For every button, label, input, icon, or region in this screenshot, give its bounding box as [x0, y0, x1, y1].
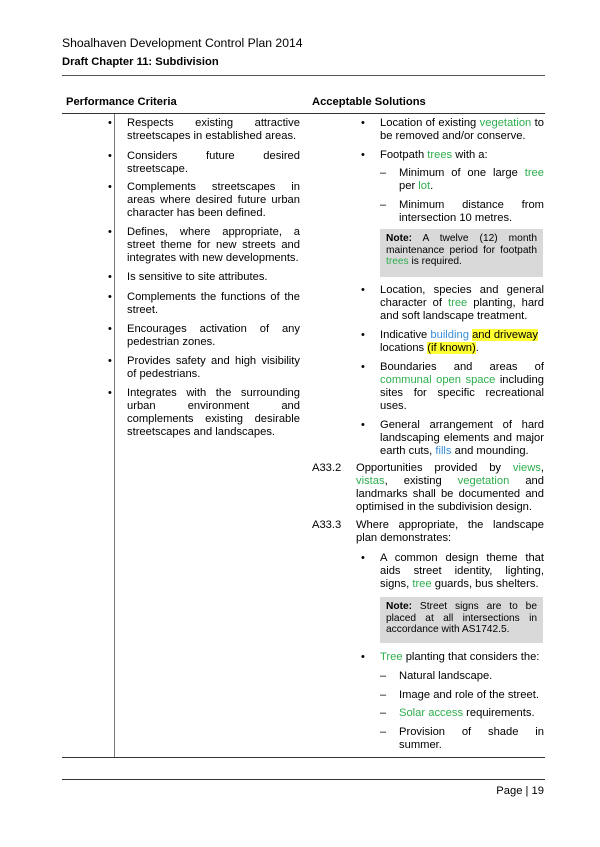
- bullet-icon: •: [108, 271, 112, 283]
- bullet-icon: •: [361, 552, 365, 564]
- solution-item: Tree planting that considers the:: [380, 651, 540, 663]
- note-box: Note: A twelve (12) month maintenance period for footpath trees is required.: [380, 229, 543, 277]
- bullet-icon: •: [361, 419, 365, 431]
- criteria-item: Respects existing attractive streetscapes in established areas.: [127, 117, 300, 142]
- bullet-icon: •: [108, 150, 112, 162]
- bullet-icon: •: [108, 117, 112, 129]
- solution-item: Boundaries and areas of communal open space including sites for specific recreational uses.: [380, 361, 544, 412]
- dash-icon: –: [380, 199, 387, 211]
- bullet-icon: •: [361, 149, 365, 161]
- solution-subitem: Minimum distance from intersection 10 metres.: [399, 199, 544, 224]
- solution-item: General arrangement of hard landscaping elements and major earth cuts, fills and mounding.: [380, 419, 544, 457]
- solution-item: Footpath trees with a:: [380, 149, 488, 161]
- column-header-performance: Performance Criteria: [66, 96, 177, 108]
- solution-subitem: Minimum of one large tree per lot.: [399, 167, 544, 192]
- table-bottom-rule: [62, 757, 545, 758]
- criteria-item: Complements streetscapes in areas where desired future urban character has been defined.: [127, 181, 300, 219]
- bullet-icon: •: [108, 291, 112, 303]
- footer-rule: [62, 779, 545, 780]
- solution-subitem: Solar access requirements.: [399, 707, 535, 719]
- chapter-title: Draft Chapter 11: Subdivision: [62, 56, 219, 68]
- criteria-item: Is sensitive to site attributes.: [127, 271, 268, 283]
- solution-item: Location, species and general character of tree planting, hard and soft landscape treatment.: [380, 284, 544, 322]
- bullet-icon: •: [361, 117, 365, 129]
- dash-icon: –: [380, 726, 387, 738]
- dash-icon: –: [380, 167, 387, 179]
- dash-icon: –: [380, 670, 387, 682]
- bullet-icon: •: [108, 323, 112, 335]
- bullet-icon: •: [108, 226, 112, 238]
- criteria-item: Encourages activation of any pedestrian zones.: [127, 323, 300, 348]
- page-number: Page | 19: [496, 785, 544, 797]
- solution-subitem: Image and role of the street.: [399, 689, 539, 701]
- criteria-item: Integrates with the surrounding urban environment and complements existing desirable streetscapes and landscapes.: [127, 387, 300, 438]
- criteria-item: Complements the functions of the street.: [127, 291, 300, 316]
- clause-number: A33.3: [312, 519, 342, 531]
- bullet-icon: •: [361, 329, 365, 341]
- criteria-item: Defines, where appropriate, a street theme for new streets and integrates with new developments.: [127, 226, 300, 264]
- bullet-icon: •: [361, 361, 365, 373]
- criteria-item: Provides safety and high visibility of pedestrians.: [127, 355, 300, 380]
- bullet-icon: •: [361, 651, 365, 663]
- bullet-icon: •: [108, 387, 112, 399]
- dash-icon: –: [380, 689, 387, 701]
- column-header-solutions: Acceptable Solutions: [312, 96, 426, 108]
- bullet-icon: •: [108, 355, 112, 367]
- column-divider: [114, 114, 115, 758]
- table-header-rule: [62, 113, 545, 114]
- solution-item: Location of existing vegetation to be removed and/or conserve.: [380, 117, 544, 142]
- document-title: Shoalhaven Development Control Plan 2014: [62, 36, 303, 50]
- bullet-icon: •: [108, 181, 112, 193]
- dash-icon: –: [380, 707, 387, 719]
- clause-text: Opportunities provided by views, vistas, existing vegetation and landmarks shall be documented and optimised in the subdivision design.: [356, 462, 544, 513]
- criteria-item: Considers future desired streetscape.: [127, 150, 300, 175]
- clause-number: A33.2: [312, 462, 342, 474]
- clause-text: Where appropriate, the landscape plan demonstrates:: [356, 519, 544, 544]
- solution-subitem: Natural landscape.: [399, 670, 493, 682]
- note-box: Note: Street signs are to be placed at all intersections in accordance with AS1742.5.: [380, 597, 543, 643]
- solution-subitem: Provision of shade in summer.: [399, 726, 544, 751]
- solution-item: A common design theme that aids street identity, lighting, signs, tree guards, bus shelters.: [380, 552, 544, 590]
- bullet-icon: •: [361, 284, 365, 296]
- header-rule: [62, 75, 545, 76]
- solution-item: Indicative building and driveway locations (if known).: [380, 329, 538, 354]
